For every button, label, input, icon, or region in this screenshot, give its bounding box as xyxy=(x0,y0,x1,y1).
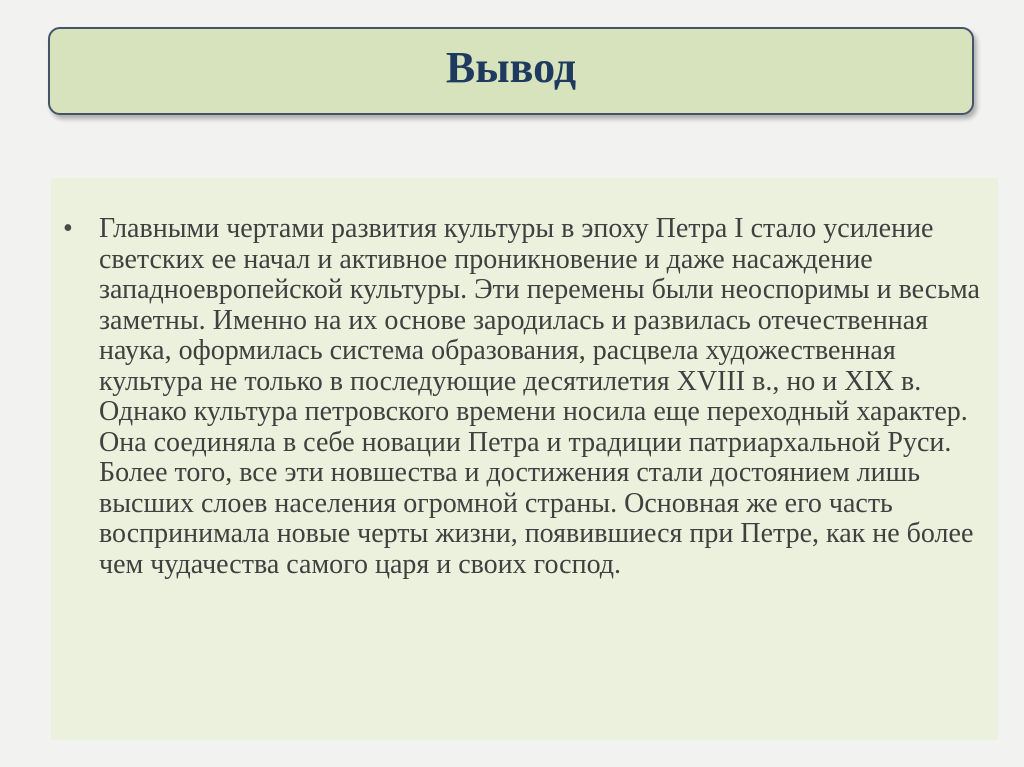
bullet-item xyxy=(63,214,988,580)
slide-title: Вывод xyxy=(445,42,577,92)
content-panel xyxy=(51,178,998,740)
bullet-marker: • xyxy=(63,213,73,244)
bullet-text: Главными чертами развития культуры в эпоху Петра I стало усиление светских ее начал и активное проникновение и даже насаждение западноевропейской культуры. Эти перемены были неоспоримы и весьма заметны. Именно на их основе зародилась и развилась отечественная наука, оформилась система образования, расцвела художественная культура не только в последующие десятилетия XVIII в., но и XIX в. Однако культура петровского времени носила еще переходный характер. Она соединяла в себе новации Петра и традиции патриархальной Руси. Более того, все эти новшества и достижения стали достоянием лишь высших слоев населения огромной страны. Основная же его часть воспринимала новые черты жизни, появившиеся при Петре, как не более чем чудачества самого царя и своих господ. xyxy=(99,213,980,580)
title-banner xyxy=(48,27,974,115)
